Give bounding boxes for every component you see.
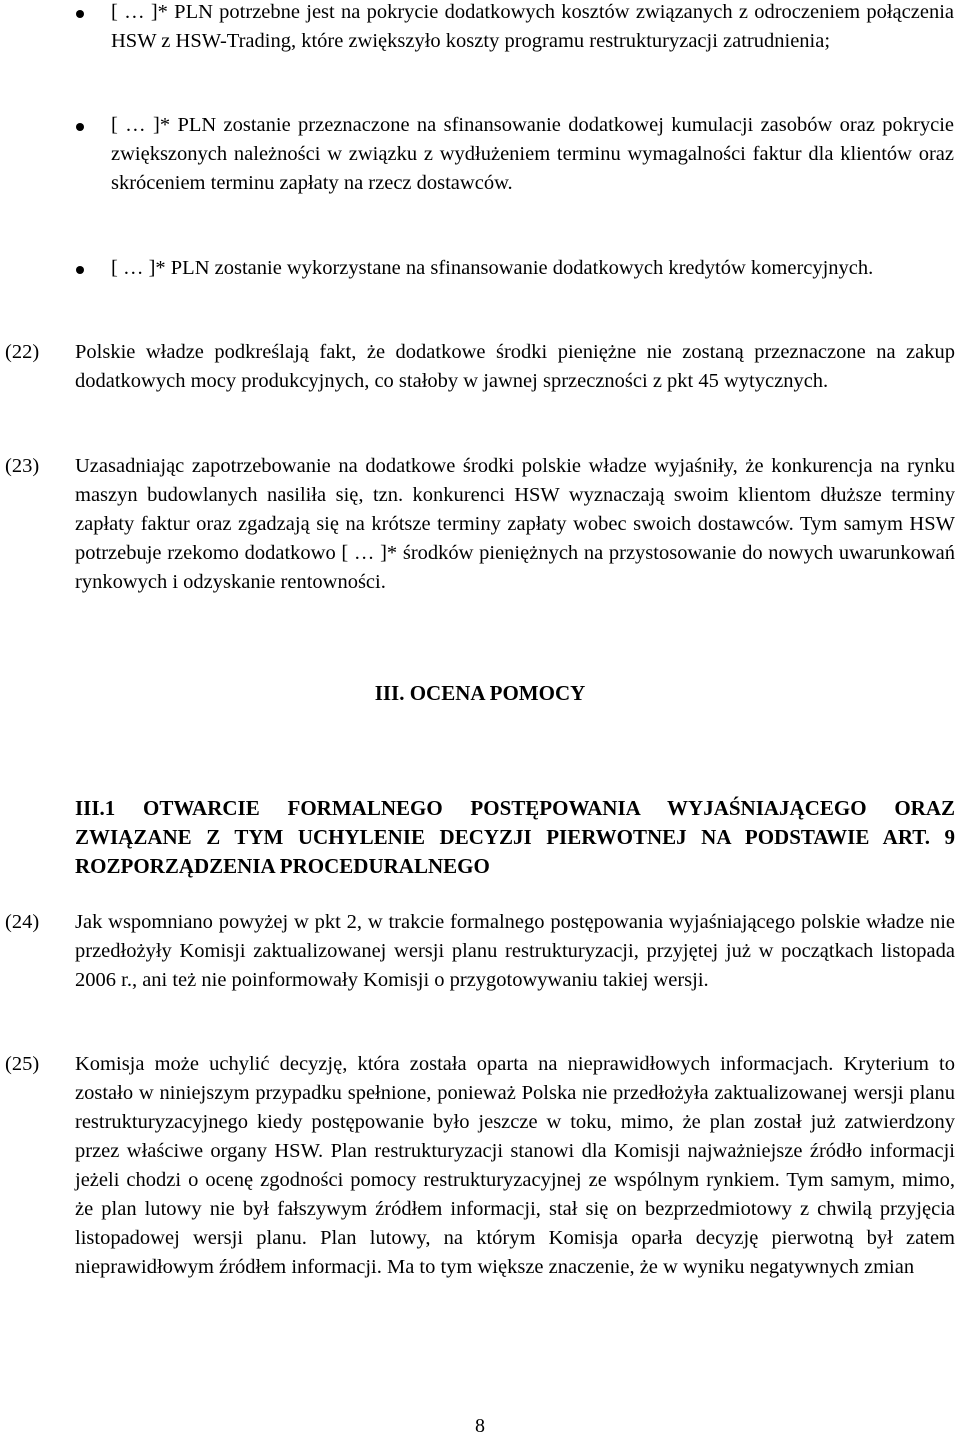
paragraph-number: (24) bbox=[5, 911, 40, 933]
bullet-icon bbox=[76, 266, 84, 274]
paragraph-text: Uzasadniając zapotrzebowanie na dodatkowe środki polskie władze wyjaśniły, że konkurencja na rynku maszyn budowlanych nasiliła się, tzn. konkurenci HSW wyznaczają swoim klientom dłuższe terminy zapłaty faktur oraz zgadzają się na krótsze terminy zapłaty wobec swoich dostawców. Tym samym HSW potrzebuje rzekomo dodatkowo [ … ]* środków pieniężnych na przystosowanie do nowych uwarunkowań rynkowych i odzyskanie rentowności. bbox=[75, 455, 955, 593]
bullet-text: [ … ]* PLN zostanie wykorzystane na sfinansowanie dodatkowych kredytów komercyjnych. bbox=[111, 257, 874, 279]
paragraph-text: Jak wspomniano powyżej w pkt 2, w trakcie formalnego postępowania wyjaśniającego polskie władze nie przedłożyły Komisji zaktualizowanej wersji planu restrukturyzacji, przyjętej już w początkach listopada 2006 r., ani też nie poinformowały Komisji o przygotowywaniu takiej wersji. bbox=[75, 911, 955, 991]
bullet-text: [ … ]* PLN zostanie przeznaczone na sfinansowanie dodatkowej kumulacji zasobów oraz pokrycie zwiększonych należności w związku z wydłużeniem terminu wymagalności faktur dla klientów oraz skróceniem terminu zapłaty na rzecz dostawców. bbox=[111, 114, 954, 194]
paragraph-number: (22) bbox=[5, 341, 40, 363]
subsection-title: III.1 OTWARCIE FORMALNEGO POSTĘPOWANIA WYJAŚNIAJĄCEGO ORAZ ZWIĄZANE Z TYM UCHYLENIE DECYZJI PIERWOTNEJ NA PODSTAWIE ART. 9 ROZPORZĄDZENIA PROCEDURALNEGO bbox=[75, 796, 955, 878]
section-title: III. OCENA POMOCY bbox=[374, 681, 586, 705]
bullet-icon bbox=[76, 123, 84, 131]
page-number: 8 bbox=[475, 1415, 485, 1437]
paragraph-text: Komisja może uchylić decyzję, która została oparta na nieprawidłowych informacjach. Kryterium to zostało w niniejszym przypadku spełnione, ponieważ Polska nie przedłożyła zaktualizowanej wersji planu restrukturyzacyjnego kiedy postępowanie było jeszcze w toku, mimo, że plan został już zatwierdzony przez właściwe organy HSW. Plan restrukturyzacji stanowi dla Komisji najważniejsze źródło informacji jeżeli chodzi o ocenę zgodności pomocy restrukturyzacyjnej ze wspólnym rynkiem. Tym samym, mimo, że plan lutowy nie był fałszywym źródłem informacji, stał się on bezprzedmiotowy z chwilą przyjęcia listopadowej wersji planu. Plan lutowy, na którym Komisja oparła decyzję pierwotną był zatem nieprawidłowym źródłem informacji. Ma to tym większe znaczenie, że w wyniku negatywnych zmian bbox=[75, 1053, 955, 1278]
bullet-icon bbox=[76, 10, 84, 18]
paragraph-text: Polskie władze podkreślają fakt, że dodatkowe środki pieniężne nie zostaną przeznaczone na zakup dodatkowych mocy produkcyjnych, co stałoby w jawnej sprzeczności z pkt 45 wytycznych. bbox=[75, 341, 955, 392]
paragraph-number: (25) bbox=[5, 1053, 40, 1075]
paragraph-number: (23) bbox=[5, 455, 40, 477]
bullet-text: [ … ]* PLN potrzebne jest na pokrycie dodatkowych kosztów związanych z odroczeniem połączenia HSW z HSW-Trading, które zwiększyło koszty programu restrukturyzacji zatrudnienia; bbox=[111, 1, 954, 52]
